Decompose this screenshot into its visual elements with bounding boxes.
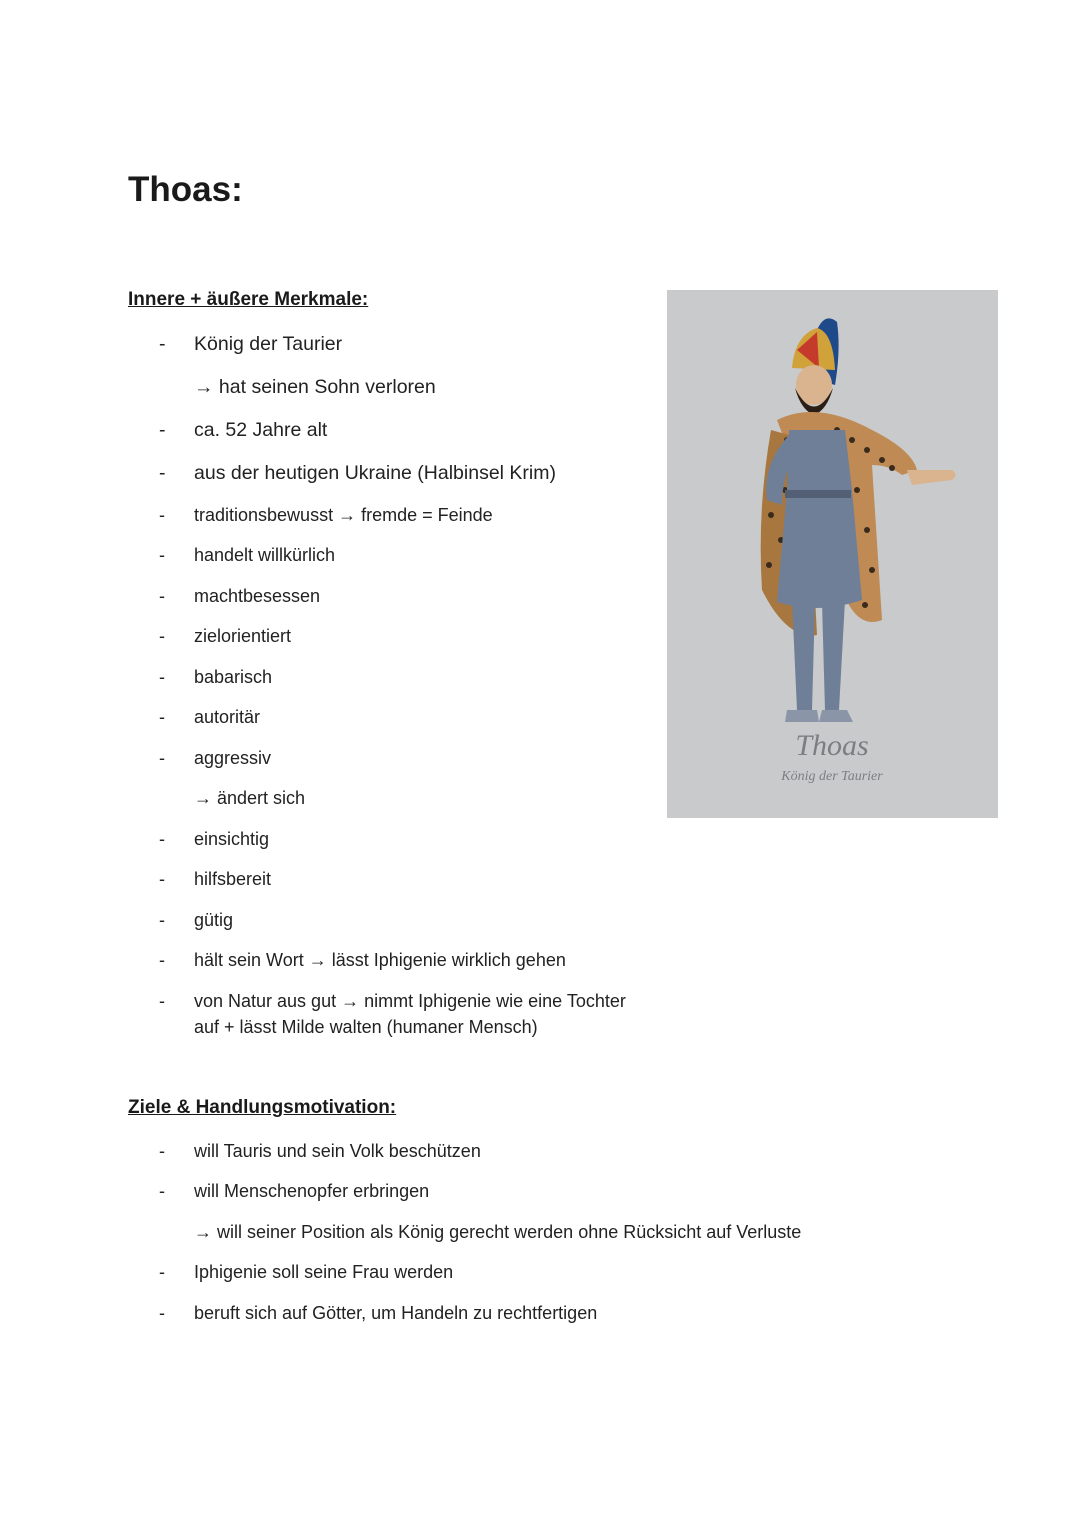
- list-item-text: machtbesessen: [194, 586, 321, 606]
- list-item-text: handelt willkürlich: [194, 545, 336, 565]
- list-bullet: -: [159, 991, 165, 1011]
- list-bullet: -: [159, 1141, 165, 1161]
- section-heading-ziele: Ziele & Handlungsmotivation:: [128, 1097, 397, 1118]
- list-item-text: traditionsbewusst → fremde = Feinde: [194, 505, 493, 525]
- list-item-text: Iphigenie soll seine Frau werden: [194, 1262, 454, 1282]
- list-bullet: -: [159, 586, 165, 606]
- list-item-text: babarisch: [194, 667, 273, 687]
- image-caption-subtitle: König der Taurier: [781, 769, 883, 784]
- list-item-text: [194, 988, 626, 1040]
- list-bullet: -: [159, 419, 166, 441]
- list-item-text: König der Taurier: [194, 333, 343, 355]
- list-bullet: -: [159, 950, 165, 970]
- list-item-text: will Menschenopfer erbringen: [194, 1181, 430, 1201]
- list-item-text: beruft sich auf Götter, um Handeln zu rechtfertigen: [194, 1303, 598, 1323]
- list-bullet: -: [159, 869, 165, 889]
- thoas-portrait-image: [667, 290, 998, 818]
- list-item-text: ca. 52 Jahre alt: [194, 419, 328, 441]
- list-item-text: → ändert sich: [194, 788, 306, 808]
- list-item-text: zielorientiert: [194, 626, 292, 646]
- list-item-text: hält sein Wort → lässt Iphigenie wirklich gehen: [194, 950, 566, 970]
- list-item-text: → hat seinen Sohn verloren: [194, 376, 436, 398]
- list-item-text-line1: von Natur aus gut → nimmt Iphigenie wie eine Tochter: [194, 991, 626, 1011]
- list-bullet: -: [159, 333, 166, 355]
- list-bullet: -: [159, 748, 165, 768]
- list-item-text: hilfsbereit: [194, 869, 272, 889]
- list-item-text: autoritär: [194, 707, 261, 727]
- list-item-text: aus der heutigen Ukraine (Halbinsel Krim): [194, 462, 556, 484]
- list-bullet: -: [159, 910, 165, 930]
- thoas-illustration: [667, 290, 998, 818]
- section-heading-merkmale: Innere + äußere Merkmale:: [128, 289, 369, 310]
- list-item-text: gütig: [194, 910, 234, 930]
- list-bullet: -: [159, 626, 165, 646]
- image-caption-name: Thoas: [795, 729, 869, 762]
- list-bullet: -: [159, 829, 165, 849]
- list-item-text: aggressiv: [194, 748, 272, 768]
- list-bullet: -: [159, 462, 166, 484]
- list-bullet: -: [159, 1303, 165, 1323]
- list-bullet: -: [159, 545, 165, 565]
- list-item-text: will Tauris und sein Volk beschützen: [194, 1141, 481, 1161]
- list-bullet: -: [159, 505, 165, 525]
- list-bullet: -: [159, 707, 165, 727]
- list-item-text: → will seiner Position als König gerecht werden ohne Rücksicht auf Verluste: [194, 1222, 802, 1242]
- list-bullet: -: [159, 1262, 165, 1282]
- list-item-text: einsichtig: [194, 829, 270, 849]
- list-bullet: -: [159, 1181, 165, 1201]
- list-item-text-line2: auf + lässt Milde walten (humaner Mensch): [194, 1017, 538, 1037]
- list-bullet: -: [159, 667, 165, 687]
- page-title: Thoas:: [128, 170, 243, 209]
